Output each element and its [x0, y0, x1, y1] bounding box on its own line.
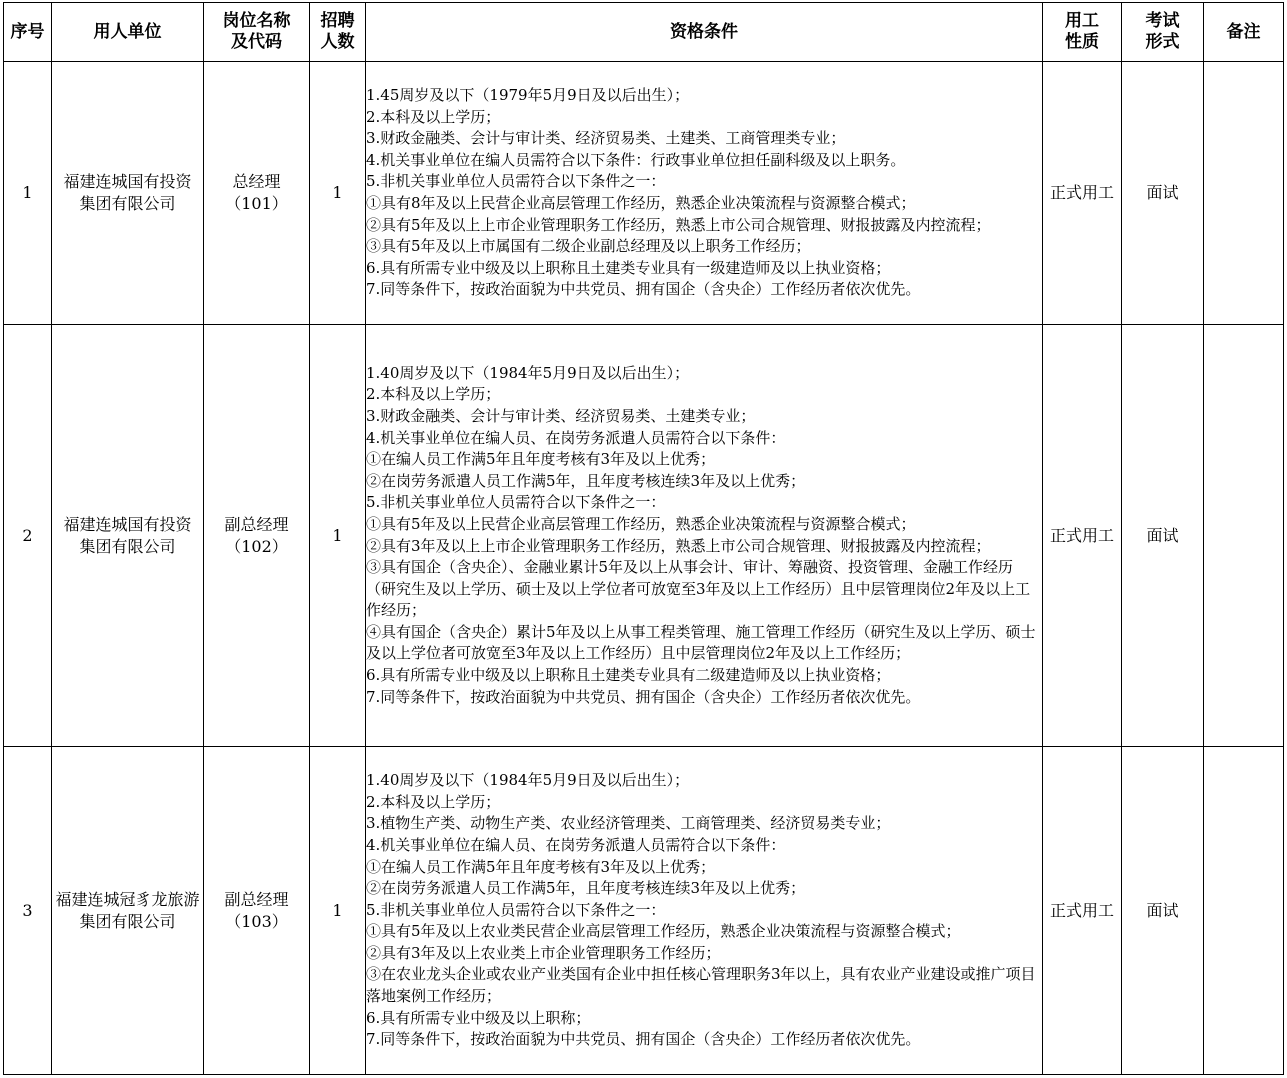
requirement-line: 4.机关事业单位在编人员需符合以下条件：行政事业单位担任副科级及以上职务。 [366, 150, 906, 169]
row-position [204, 747, 310, 1075]
row-exam: 面试 [1122, 62, 1204, 325]
row-position-title: 副总经理 [224, 889, 289, 909]
header-employment-line2: 性质 [1065, 32, 1099, 52]
header-count-line2: 人数 [320, 32, 355, 52]
row-requirements [366, 325, 1043, 747]
header-unit: 用人单位 [52, 3, 204, 62]
row-seq: 2 [4, 325, 52, 747]
header-exam [1122, 3, 1204, 62]
requirement-line: 6.具有所需专业中级及以上职称且土建类专业具有二级建造师及以上执业资格； [366, 666, 891, 685]
requirement-line: 4.机关事业单位在编人员、在岗劳务派遣人员需符合以下条件： [366, 428, 786, 447]
requirement-line: 7.同等条件下，按政治面貌为中共党员、拥有国企（含央企）工作经历者依次优先。 [366, 280, 921, 299]
row-position-code: （103） [225, 911, 288, 931]
header-position [204, 3, 310, 62]
requirement-line: 1.40周岁及以下（1984年5月9日及以后出生）； [366, 363, 690, 382]
requirement-line: 5.非机关事业单位人员需符合以下条件之一： [366, 900, 666, 919]
header-position-line2: 及代码 [231, 32, 282, 52]
row-exam: 面试 [1122, 747, 1204, 1075]
requirement-line: ②具有3年及以上上市企业管理职务工作经历，熟悉上市公司合规管理、财报披露及内控流程； [366, 536, 991, 555]
requirement-line: 6.具有所需专业中级及以上职称且土建类专业具有一级建造师及以上执业资格； [366, 258, 891, 277]
header-requirements: 资格条件 [366, 3, 1043, 62]
row-count: 1 [310, 62, 366, 325]
requirement-line: 5.非机关事业单位人员需符合以下条件之一： [366, 172, 666, 191]
requirement-line: ③具有国企（含央企）、金融业累计5年及以上从事会计、审计、筹融资、投资管理、金融工作经历（研究生及以上学历、硕士及以上学位者可放宽至3年及以上工作经历）且中层管理岗位2年及以上工作经历； [366, 558, 1031, 620]
requirement-line: 2.本科及以上学历； [366, 107, 501, 126]
requirement-line: 7.同等条件下，按政治面貌为中共党员、拥有国企（含央企）工作经历者依次优先。 [366, 687, 921, 706]
requirement-line: 2.本科及以上学历； [366, 385, 501, 404]
requirement-line: ①具有8年及以上民营企业高层管理工作经历，熟悉企业决策流程与资源整合模式； [366, 194, 916, 212]
row-position-code: （101） [225, 194, 288, 213]
row-employment: 正式用工 [1043, 747, 1122, 1075]
row-position-code: （102） [225, 536, 288, 556]
row-seq: 3 [4, 747, 52, 1075]
header-exam-line2: 形式 [1145, 32, 1180, 52]
requirement-line: 7.同等条件下，按政治面貌为中共党员、拥有国企（含央企）工作经历者依次优先。 [366, 1030, 921, 1049]
requirement-line: ②具有3年及以上农业类上市企业管理职务工作经历； [366, 943, 721, 962]
row-remarks [1204, 325, 1284, 747]
header-employment [1043, 3, 1122, 62]
row-unit-line2: 集团有限公司 [79, 536, 176, 556]
requirement-line: ④具有国企（含央企）累计5年及以上从事工程类管理、施工管理工作经历（研究生及以上学历、硕士及以上学位者可放宽至3年及以上工作经历）且中层管理岗位2年及以上工作经历； [366, 622, 1036, 663]
requirement-line: 3.植物生产类、动物生产类、农业经济管理类、工商管理类、经济贸易类专业； [366, 814, 891, 833]
requirement-line: 1.40周岁及以下（1984年5月9日及以后出生）； [366, 771, 690, 790]
requirement-line: ①在编人员工作满5年且年度考核有3年及以上优秀； [366, 857, 716, 876]
row-count: 1 [310, 325, 366, 747]
requirement-line: 6.具有所需专业中级及以上职称； [366, 1008, 591, 1027]
table-row [4, 747, 1284, 1075]
requirement-line: 3.财政金融类、会计与审计类、经济贸易类、土建类、工商管理类专业； [366, 129, 846, 148]
row-remarks [1204, 747, 1284, 1075]
row-position [204, 62, 310, 325]
row-employment: 正式用工 [1043, 325, 1122, 747]
row-exam: 面试 [1122, 325, 1204, 747]
row-seq: 1 [4, 62, 52, 325]
row-requirements [366, 62, 1043, 325]
header-employment-line1: 用工 [1065, 11, 1099, 31]
header-remarks: 备注 [1204, 3, 1284, 62]
requirement-line: 4.机关事业单位在编人员、在岗劳务派遣人员需符合以下条件： [366, 835, 786, 854]
row-unit-line1: 福建连城国有投资 [63, 514, 192, 534]
header-count-line1: 招聘 [320, 11, 355, 31]
row-requirements [366, 747, 1043, 1075]
recruitment-table [3, 2, 1284, 1075]
table-row [4, 325, 1284, 747]
row-unit-line2: 集团有限公司 [79, 194, 176, 213]
requirement-line: ①在编人员工作满5年且年度考核有3年及以上优秀； [366, 450, 716, 469]
row-position-title: 副总经理 [224, 514, 289, 534]
header-position-line1: 岗位名称 [222, 11, 291, 31]
header-seq: 序号 [4, 3, 52, 62]
row-position-title: 总经理 [232, 172, 281, 191]
requirement-line: 2.本科及以上学历； [366, 792, 501, 811]
requirement-line: ③具有5年及以上市属国有二级企业副总经理及以上职务工作经历； [366, 237, 811, 256]
row-unit-line1: 福建连城冠豸龙旅游 [55, 889, 200, 909]
row-unit-line2: 集团有限公司 [79, 911, 176, 931]
row-employment: 正式用工 [1043, 62, 1122, 325]
requirement-line: ①具有5年及以上民营企业高层管理工作经历，熟悉企业决策流程与资源整合模式； [366, 514, 916, 533]
row-unit [52, 747, 204, 1075]
table-row [4, 62, 1284, 325]
header-row [4, 3, 1284, 62]
requirement-line: 1.45周岁及以下（1979年5月9日及以后出生）； [366, 86, 690, 105]
requirement-line: ①具有5年及以上农业类民营企业高层管理工作经历，熟悉企业决策流程与资源整合模式； [366, 922, 961, 941]
requirement-line: ②在岗劳务派遣人员工作满5年，且年度考核连续3年及以上优秀； [366, 879, 806, 898]
row-remarks [1204, 62, 1284, 325]
row-unit [52, 62, 204, 325]
requirement-line: ②在岗劳务派遣人员工作满5年，且年度考核连续3年及以上优秀； [366, 471, 806, 490]
header-count [310, 3, 366, 62]
header-exam-line1: 考试 [1145, 11, 1180, 31]
row-unit [52, 325, 204, 747]
row-position [204, 325, 310, 747]
requirement-line: 5.非机关事业单位人员需符合以下条件之一： [366, 493, 666, 512]
requirement-line: 3.财政金融类、会计与审计类、经济贸易类、土建类专业； [366, 406, 756, 425]
requirement-line: ③在农业龙头企业或农业产业类国有企业中担任核心管理职务3年以上，具有农业产业建设或推广项目落地案例工作经历； [366, 965, 1036, 1006]
row-count: 1 [310, 747, 366, 1075]
row-unit-line1: 福建连城国有投资 [63, 172, 192, 191]
requirement-line: ②具有5年及以上上市企业管理职务工作经历，熟悉上市公司合规管理、财报披露及内控流程； [366, 215, 991, 234]
